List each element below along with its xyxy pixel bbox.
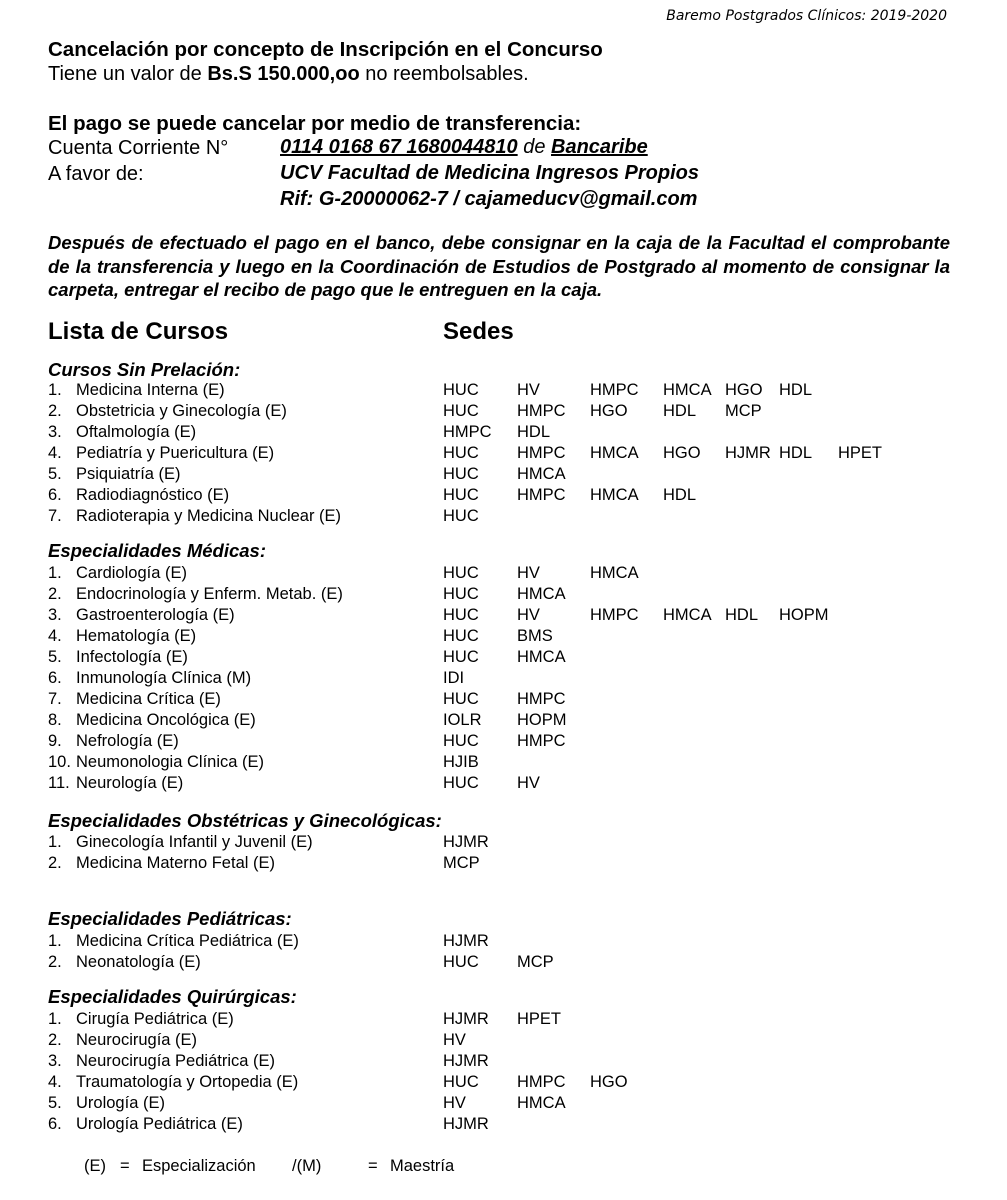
course-site: HMCA <box>590 486 639 504</box>
section-title: Especialidades Quirúrgicas: <box>48 986 297 1007</box>
course-site: HJMR <box>725 444 771 462</box>
course-site: HJMR <box>443 833 489 851</box>
course-site: HMCA <box>590 444 639 462</box>
course-site: HV <box>517 774 540 792</box>
course-number: 1. <box>48 833 62 851</box>
course-site: HMCA <box>517 585 566 603</box>
account-label: Cuenta Corriente N° <box>48 137 229 159</box>
course-site: HV <box>517 606 540 624</box>
course-number: 7. <box>48 507 62 525</box>
course-name: Endocrinología y Enferm. Metab. (E) <box>76 585 343 603</box>
course-site: MCP <box>517 953 554 971</box>
course-name: Psiquiatría (E) <box>76 465 181 483</box>
course-name: Hematología (E) <box>76 627 197 645</box>
course-site: HUC <box>443 690 479 708</box>
course-number: 6. <box>48 486 62 504</box>
course-number: 10. <box>48 753 71 771</box>
course-site: HMCA <box>663 606 712 624</box>
course-site: HMCA <box>590 564 639 582</box>
course-site: HUC <box>443 774 479 792</box>
payment-instructions: Después de efectuado el pago en el banco, debe consignar en la caja de la Facultad el comprobante de la transferencia y luego en la Coordinación de Estudios de Postgrado al momento de consignar la carpeta, entregar el recibo de pago que le entreguen en la caja. <box>48 232 950 300</box>
course-site: HV <box>443 1094 466 1112</box>
course-site: BMS <box>517 627 553 645</box>
course-number: 4. <box>48 1073 62 1091</box>
course-number: 5. <box>48 1094 62 1112</box>
course-name: Inmunología Clínica (M) <box>76 669 252 687</box>
course-site: HMPC <box>443 423 492 441</box>
course-site: HOPM <box>517 711 567 729</box>
course-site: HJMR <box>443 932 489 950</box>
sites-column-heading: Sedes <box>443 318 514 345</box>
fee-title: Cancelación por concepto de Inscripción en el Concurso <box>48 38 603 61</box>
course-site: HUC <box>443 732 479 750</box>
course-site: IDI <box>443 669 465 687</box>
fee-line-pre: Tiene un valor de <box>48 63 208 85</box>
course-site: MCP <box>725 402 762 420</box>
course-number: 6. <box>48 1115 62 1133</box>
course-name: Traumatología y Ortopedia (E) <box>76 1073 299 1091</box>
course-site: HDL <box>779 381 813 399</box>
payment-title: El pago se puede cancelar por medio de transferencia: <box>48 112 582 135</box>
course-site: HJMR <box>443 1010 489 1028</box>
course-name: Urología (E) <box>76 1094 165 1112</box>
course-site: HDL <box>725 606 759 624</box>
beneficiary: UCV Facultad de Medicina Ingresos Propios <box>280 162 699 184</box>
course-number: 2. <box>48 1031 62 1049</box>
course-number: 9. <box>48 732 62 750</box>
fee-amount: Bs.S 150.000,oo <box>207 63 360 85</box>
course-number: 5. <box>48 648 62 666</box>
course-name: Radiodiagnóstico (E) <box>76 486 230 504</box>
course-site: HMPC <box>517 486 566 504</box>
course-site: HDL <box>663 402 697 420</box>
course-number: 4. <box>48 627 62 645</box>
course-name: Neurocirugía Pediátrica (E) <box>76 1052 275 1070</box>
course-site: HDL <box>517 423 551 441</box>
course-site: HPET <box>517 1010 562 1028</box>
course-name: Neonatología (E) <box>76 953 201 971</box>
account-number: 0114 0168 67 1680044810 <box>280 136 518 158</box>
course-name: Radioterapia y Medicina Nuclear (E) <box>76 507 342 525</box>
course-site: HGO <box>663 444 701 462</box>
course-number: 1. <box>48 1010 62 1028</box>
course-site: HUC <box>443 444 479 462</box>
course-site: HMCA <box>663 381 712 399</box>
course-site: HUC <box>443 953 479 971</box>
course-site: HMPC <box>517 732 566 750</box>
course-name: Gastroenterología (E) <box>76 606 235 624</box>
legend-e-code: (E) <box>84 1157 106 1175</box>
course-site: HUC <box>443 585 479 603</box>
course-site: IOLR <box>443 711 482 729</box>
legend-m-code: /(M) <box>292 1157 322 1175</box>
course-number: 11. <box>48 774 70 792</box>
course-name: Pediatría y Puericultura (E) <box>76 444 275 462</box>
course-name: Neurología (E) <box>76 774 184 792</box>
course-site: HOPM <box>779 606 829 624</box>
document-header: Baremo Postgrados Clínicos: 2019-2020 <box>666 8 947 24</box>
bank-name: Bancaribe <box>551 136 648 158</box>
course-site: HUC <box>443 507 479 525</box>
course-site: HV <box>443 1031 466 1049</box>
course-site: HGO <box>725 381 763 399</box>
legend-eq-2: = <box>368 1157 378 1175</box>
course-name: Ginecología Infantil y Juvenil (E) <box>76 833 313 851</box>
course-number: 4. <box>48 444 62 462</box>
course-site: HV <box>517 381 540 399</box>
course-site: HUC <box>443 564 479 582</box>
course-number: 3. <box>48 1052 62 1070</box>
course-number: 6. <box>48 669 62 687</box>
account-de: de <box>517 136 552 158</box>
course-number: 3. <box>48 423 62 441</box>
course-site: HUC <box>443 486 479 504</box>
course-name: Medicina Oncológica (E) <box>76 711 256 729</box>
course-site: HUC <box>443 381 479 399</box>
courses-column-heading: Lista de Cursos <box>48 318 229 345</box>
course-number: 3. <box>48 606 62 624</box>
course-number: 1. <box>48 381 62 399</box>
course-number: 1. <box>48 932 62 950</box>
course-site: HUC <box>443 627 479 645</box>
course-name: Infectología (E) <box>76 648 188 666</box>
course-site: HGO <box>590 1073 628 1091</box>
course-site: HMPC <box>590 381 639 399</box>
course-number: 1. <box>48 564 62 582</box>
course-name: Obstetricia y Ginecología (E) <box>76 402 287 420</box>
course-site: MCP <box>443 854 480 872</box>
course-site: HMCA <box>517 648 566 666</box>
course-site: HUC <box>443 465 479 483</box>
account-line <box>280 136 648 159</box>
course-site: HPET <box>838 444 883 462</box>
course-number: 2. <box>48 585 62 603</box>
course-number: 2. <box>48 953 62 971</box>
course-site: HMCA <box>517 1094 566 1112</box>
course-site: HJMR <box>443 1052 489 1070</box>
course-name: Cardiología (E) <box>76 564 187 582</box>
course-site: HMPC <box>517 444 566 462</box>
course-name: Medicina Crítica Pediátrica (E) <box>76 932 299 950</box>
section-title: Especialidades Pediátricas: <box>48 908 292 929</box>
course-name: Oftalmología (E) <box>76 423 197 441</box>
course-name: Urología Pediátrica (E) <box>76 1115 243 1133</box>
fee-line <box>48 63 529 86</box>
course-site: HMPC <box>517 690 566 708</box>
course-name: Neumonologia Clínica (E) <box>76 753 265 771</box>
course-site: HMCA <box>517 465 566 483</box>
legend-e-text: Especialización <box>142 1157 256 1175</box>
course-site: HJMR <box>443 1115 489 1133</box>
favor-label: A favor de: <box>48 163 144 185</box>
course-name: Medicina Crítica (E) <box>76 690 221 708</box>
rif-email: Rif: G-20000062-7 / cajameducv@gmail.com <box>280 188 698 210</box>
course-site: HGO <box>590 402 628 420</box>
course-site: HUC <box>443 402 479 420</box>
fee-line-post: no reembolsables. <box>359 63 529 85</box>
course-name: Neurocirugía (E) <box>76 1031 198 1049</box>
course-site: HDL <box>779 444 813 462</box>
course-site: HUC <box>443 648 479 666</box>
course-number: 2. <box>48 854 62 872</box>
course-name: Medicina Interna (E) <box>76 381 225 399</box>
section-title: Especialidades Médicas: <box>48 540 266 561</box>
course-site: HJIB <box>443 753 479 771</box>
course-name: Nefrología (E) <box>76 732 179 750</box>
course-site: HMPC <box>590 606 639 624</box>
course-site: HUC <box>443 606 479 624</box>
course-number: 8. <box>48 711 62 729</box>
section-title: Especialidades Obstétricas y Ginecológicas: <box>48 810 442 831</box>
course-number: 5. <box>48 465 62 483</box>
section-title: Cursos Sin Prelación: <box>48 359 241 380</box>
course-number: 2. <box>48 402 62 420</box>
course-site: HV <box>517 564 540 582</box>
course-site: HMPC <box>517 402 566 420</box>
course-site: HMPC <box>517 1073 566 1091</box>
course-site: HUC <box>443 1073 479 1091</box>
course-number: 7. <box>48 690 62 708</box>
legend-m-text: Maestría <box>390 1157 455 1175</box>
legend-eq-1: = <box>120 1157 130 1175</box>
course-name: Medicina Materno Fetal (E) <box>76 854 275 872</box>
course-name: Cirugía Pediátrica (E) <box>76 1010 234 1028</box>
course-site: HDL <box>663 486 697 504</box>
